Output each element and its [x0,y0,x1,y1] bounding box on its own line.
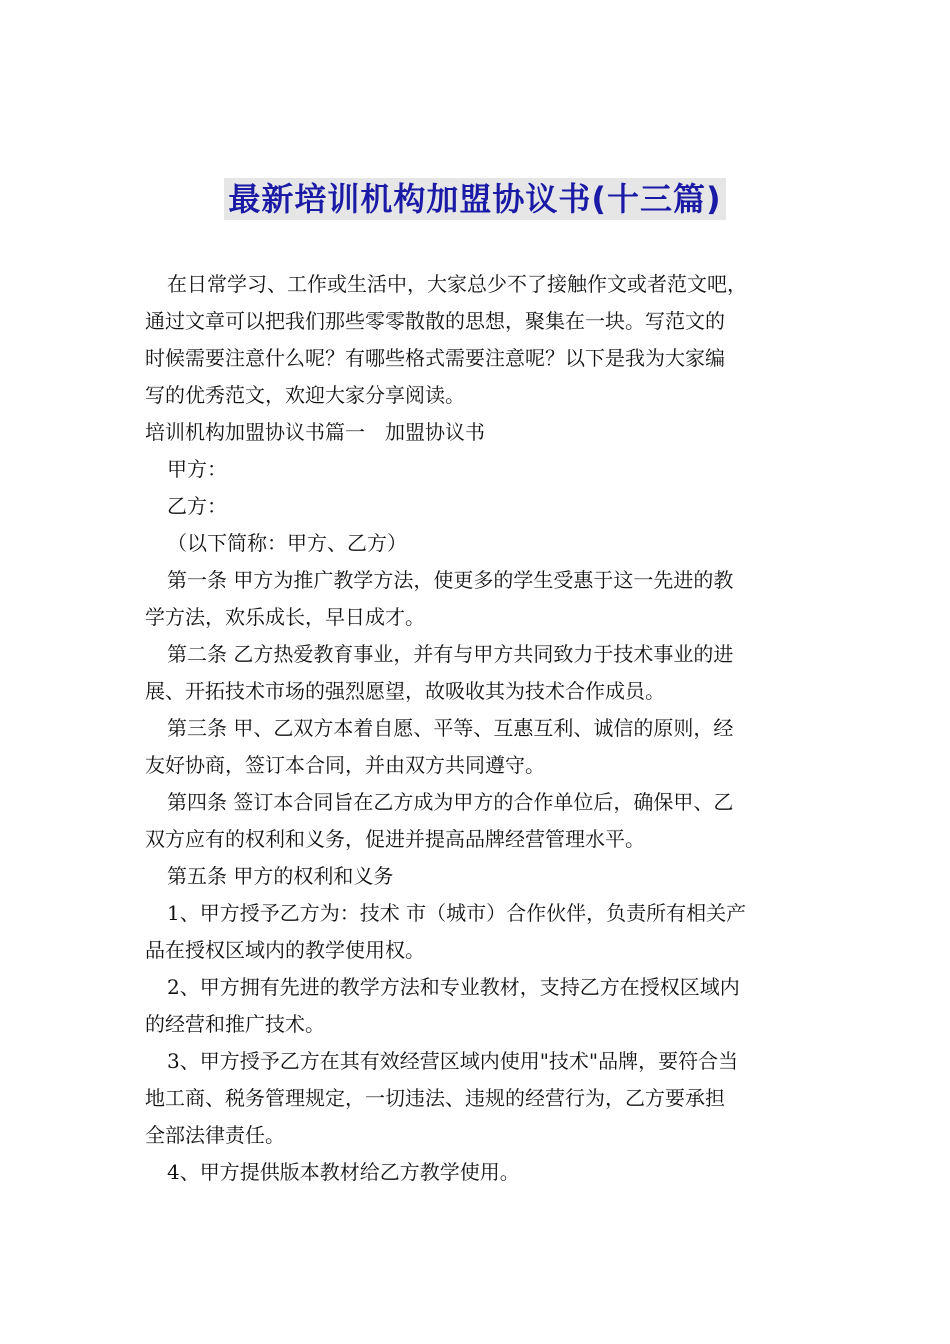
document-body [145,266,810,1191]
party-b: 乙方： [167,494,227,518]
title-container [0,178,950,220]
document-title: 最新培训机构加盟协议书(十三篇) [224,178,725,220]
article-3-line-1: 第三条 甲、乙双方本着自愿、平等、互惠互利、诚信的原则，经 [167,716,734,740]
item-3-line-2: 地工商、税务管理规定，一切违法、违规的经营行为，乙方要承担 [145,1086,725,1110]
section-heading: 培训机构加盟协议书篇一 加盟协议书 [145,420,485,444]
intro-line-3: 时候需要注意什么呢？有哪些格式需要注意呢？以下是我为大家编 [145,346,725,370]
article-2-line-1: 第二条 乙方热爱教育事业，并有与甲方共同致力于技术事业的进 [167,642,734,666]
article-4-line-1: 第四条 签订本合同旨在乙方成为甲方的合作单位后，确保甲、乙 [167,790,734,814]
article-4-line-2: 双方应有的权利和义务，促进并提高品牌经营管理水平。 [145,827,645,851]
item-2-line-1: 2、甲方拥有先进的教学方法和专业教材，支持乙方在授权区域内 [167,975,740,999]
abbreviation-note: （以下简称：甲方、乙方） [167,531,407,555]
item-1-line-2: 品在授权区域内的教学使用权。 [145,938,425,962]
article-2-line-2: 展、开拓技术市场的强烈愿望，故吸收其为技术合作成员。 [145,679,665,703]
item-2-line-2: 的经营和推广技术。 [145,1012,325,1036]
intro-line-4: 写的优秀范文，欢迎大家分享阅读。 [145,383,465,407]
article-1-line-1: 第一条 甲方为推广教学方法，使更多的学生受惠于这一先进的教 [167,568,734,592]
item-1-line-1: 1、甲方授予乙方为：技术 市（城市）合作伙伴，负责所有相关产 [167,901,747,925]
item-4: 4、甲方提供版本教材给乙方教学使用。 [167,1160,520,1184]
article-3-line-2: 友好协商，签订本合同，并由双方共同遵守。 [145,753,545,777]
intro-line-2: 通过文章可以把我们那些零零散散的思想，聚集在一块。写范文的 [145,309,725,333]
article-5: 第五条 甲方的权利和义务 [167,864,394,888]
party-a: 甲方： [167,457,227,481]
article-1-line-2: 学方法，欢乐成长，早日成才。 [145,605,425,629]
item-3-line-1: 3、甲方授予乙方在其有效经营区域内使用"技术"品牌，要符合当 [167,1049,739,1073]
item-3-line-3: 全部法律责任。 [145,1123,285,1147]
intro-line-1: 在日常学习、工作或生活中，大家总少不了接触作文或者范文吧， [167,272,747,296]
